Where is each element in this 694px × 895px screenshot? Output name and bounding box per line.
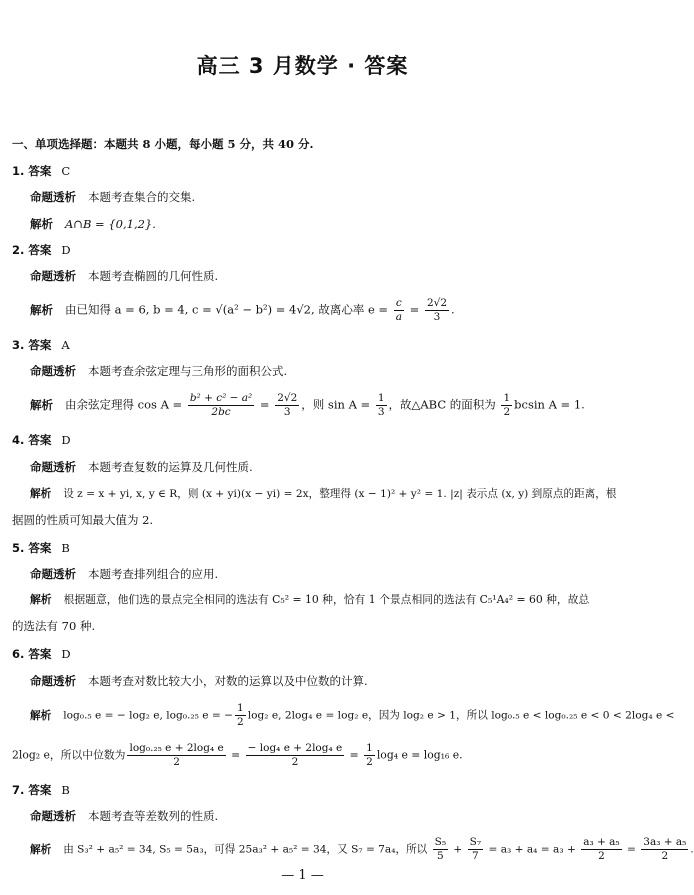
fraction: $\frac{1}{2}$ bbox=[237, 702, 244, 728]
question-7-answer: 7. 答案 B bbox=[12, 783, 70, 797]
question-7-solution: 解析 由 S₃² + a₅² = 34, S₅ = 5a₃，可得 25a₃² + a₅² = 34，又 S₇ = 7a₄，所以 $\frac{\text{S₅}}{5}$ + $\frac{\text{S₇}}{7}$ = a₃ + a₄ = a₃ + $\frac{\text{a₃ + a₅}}{2}$ = $\frac{\text{3a₃ + a₅}}{2}$ . bbox=[30, 836, 694, 862]
fraction: $\frac{1}{3}$ bbox=[377, 392, 385, 418]
question-5-solution: 解析 根据题意，他们选的景点完全相同的选法有 C₅² = 10 种，恰有 1 个景点相同的选法有 C₅¹A₄² = 60 种，故总 bbox=[30, 593, 590, 606]
fraction: $\frac{\text{log₀.₂₅ e + 2log₄ e}}{2}$ bbox=[129, 742, 224, 768]
question-5-solution-continued: 的选法有 70 种. bbox=[12, 619, 96, 633]
fraction: $\frac{1}{2}$ bbox=[503, 392, 511, 418]
question-4-answer: 4. 答案 D bbox=[12, 433, 71, 447]
fraction: $\frac{\text{S₇}}{7}$ bbox=[469, 836, 482, 862]
question-1-answer: 1. 答案 C bbox=[12, 164, 71, 178]
question-5-answer: 5. 答案 B bbox=[12, 541, 70, 555]
question-6-hint: 命题透析 本题考查对数比较大小，对数的运算以及中位数的计算. bbox=[30, 674, 368, 688]
question-2-solution: 解析 由已知得 a = 6, b = 4, c = √(a² − b²) = 4√2, 故离心率 e = $\frac{c}{a}$ = $\frac{2√2}{3}$ . bbox=[30, 297, 455, 323]
fraction: $\frac{\text{− log₄ e + 2log₄ e}}{2}$ bbox=[247, 742, 343, 768]
question-2-hint: 命题透析 本题考查椭圆的几何性质. bbox=[30, 269, 219, 283]
question-5-hint: 命题透析 本题考查排列组合的应用. bbox=[30, 567, 219, 581]
question-6-solution-continued: 2log₂ e，所以中位数为 $\frac{\text{log₀.₂₅ e + 2log₄ e}}{2}$ = $\frac{\text{− log₄ e + 2log₄ e}}{2}$ = $\frac{1}{2}$ log₄ e = log₁₆ e. bbox=[12, 742, 463, 768]
fraction: $\frac{\text{b² + c² − a²}}{2bc}$ bbox=[189, 392, 253, 418]
fraction: $\frac{\text{S₅}}{5}$ bbox=[434, 836, 447, 862]
fraction: $\frac{\text{3a₃ + a₅}}{2}$ bbox=[643, 836, 687, 862]
page-number: — 1 — bbox=[281, 868, 324, 883]
fraction: $\frac{2√2}{3}$ bbox=[277, 392, 298, 418]
question-3-hint: 命题透析 本题考查余弦定理与三角形的面积公式. bbox=[30, 364, 288, 378]
section-heading: 一、单项选择题：本题共 8 小题，每小题 5 分，共 40 分. bbox=[12, 137, 314, 151]
question-7-hint: 命题透析 本题考查等差数列的性质. bbox=[30, 809, 219, 823]
question-3-solution: 解析 由余弦定理得 cos A = $\frac{\text{b² + c² − a²}}{2bc}$ = $\frac{2√2}{3}$ ，则 sin A = $\frac{1}{3}$ ，故△ABC 的面积为 $\frac{1}{2}$ bcsin A = 1. bbox=[30, 392, 585, 418]
fraction: $\frac{1}{2}$ bbox=[366, 742, 373, 768]
page-title: 高三 3 月数学 · 答案 bbox=[196, 54, 409, 78]
fraction: $\frac{\text{a₃ + a₅}}{2}$ bbox=[583, 836, 620, 862]
question-2-answer: 2. 答案 D bbox=[12, 243, 71, 257]
question-4-solution-continued: 据圆的性质可知最大值为 2. bbox=[12, 513, 154, 527]
question-1-hint: 命题透析 本题考查集合的交集. bbox=[30, 190, 196, 204]
question-1-solution: 解析 A∩B = {0,1,2}. bbox=[30, 217, 156, 231]
question-4-hint: 命题透析 本题考查复数的运算及几何性质. bbox=[30, 460, 253, 474]
fraction: $\frac{c}{a}$ bbox=[395, 297, 402, 323]
question-3-answer: 3. 答案 A bbox=[12, 338, 70, 352]
question-4-solution: 解析 设 z = x + yi, x, y ∈ R，则 (x + yi)(x − yi) = 2x，整理得 (x − 1)² + y² = 1. |z| 表示点 (x, y) 到原点的距离，根 bbox=[30, 488, 617, 500]
question-6-answer: 6. 答案 D bbox=[12, 647, 71, 661]
fraction: $\frac{2√2}{3}$ bbox=[426, 297, 448, 323]
question-6-solution: 解析 log₀.₅ e = − log₂ e, log₀.₂₅ e = − $\frac{1}{2}$ log₂ e, 2log₄ e = log₂ e，因为 log₂ e > 1，所以 log₀.₅ e < log₀.₂₅ e < 0 < 2log₄ e < bbox=[30, 702, 675, 728]
